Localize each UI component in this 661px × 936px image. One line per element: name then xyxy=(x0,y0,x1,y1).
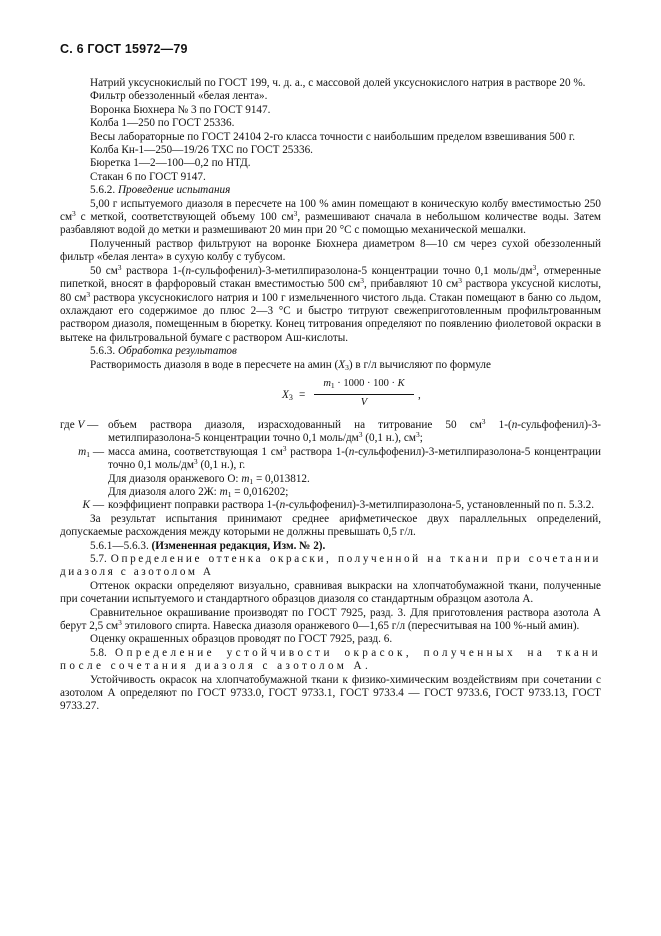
section-heading-5-8 xyxy=(60,647,601,674)
paragraph: Колба 1—250 по ГОСТ 25336. xyxy=(90,117,235,130)
fraction-bar xyxy=(314,394,414,395)
definition-K: K — коэффициент поправки раствора 1-(п-сульфофенил)-3-метилпиразолона-5, установленный по п. 5.3.2. xyxy=(82,499,595,512)
formula-lhs: $X_3$ xyxy=(282,388,293,402)
amendment-note: 5.6.1—5.6.3. (Измененная редакция, Изм. № 2). xyxy=(90,539,326,552)
paragraph: Фильтр обеззоленный «белая лента». xyxy=(90,90,268,103)
paragraph: 50 $см^3$ раствора 1-(п-сульфофенил)-3-метилпиразолона-5 концентрации точно 0,1 моль/$дм^3$, отмеренные пипеткой, вносят в фарфоровый стакан вместимостью 500 $см^3$, прибавляют 10 $см^3$ раствора уксусной кислоты, 80 $см^3$ раствора уксуснокислого натрия и 100 г измельченного чистого льда. Стакан помещают в баню со льдом, охлаждают его содержимое до плюс 2—3 °С и быстро титруют свежеприготовленным профильтрованным раствором диазоля, помещенным в бюретку. Конец титрования определяют по появлению фиолетовой окраски в вытеке на фильтровальной бумаге с раствором Аш-кислоты. xyxy=(60,262,602,344)
paragraph: Натрий уксуснокислый по ГОСТ 199, ч. д. а., с массовой долей уксуснокислого натрия в растворе 20 %. xyxy=(90,77,586,89)
paragraph: Весы лабораторные по ГОСТ 24104 2-го класса точности с наибольшим пределом взвешивания 500 г. xyxy=(90,130,576,143)
paragraph: За результат испытания принимают среднее арифметическое двух параллельных определений, допускаемые расхождения между которыми не должны превышать 0,5 г/л. xyxy=(60,512,601,539)
formula-equals: = xyxy=(299,388,306,401)
section-title: Обработка результатов xyxy=(117,345,237,358)
paragraph: Сравнительное окрашивание производят по ГОСТ 7925, разд. 3. Для приготовления раствора азотола А берут 2,5 $см^3$ этилового спирта. Навеска диазоля оранжевого 0—1,65 г/л (пересчитывая на 100 %-ный амин). xyxy=(60,606,601,633)
section-number: 5.6.3. xyxy=(90,345,116,358)
paragraph: Стакан 6 по ГОСТ 9147. xyxy=(90,170,206,183)
section-title: Определение оттенка окраски, полученной на ткани при сочетании диазоля с азотолом А xyxy=(60,553,602,579)
definition-scarlet: Для диазоля алого 2Ж: $m_1 = 0,016202$; xyxy=(108,485,289,499)
paragraph: Растворимость диазоля в воде в пересчете на амин $(X_3)$ в г/л вычисляют по формуле xyxy=(90,358,491,372)
definition-V: где V — объем раствора диазоля, израсходованный на титрование 50 $см^3$ 1-(п-сульфофенил)-3-метилпиразолона-5 концентрации точно 0,1 моль/$дм^3$ (0,1 н.), $см^3$; xyxy=(60,416,602,445)
definition-m1: $m_1$ — масса амина, соответствующая 1 $см^3$ раствора 1-(п-сульфофенил)-3-метилпиразолона-5 концентрации точно 0,1 моль/$дм^3$ (0,1 н.), г. xyxy=(78,443,601,472)
section-heading-5-6-2 xyxy=(60,184,601,197)
paragraph: Оттенок окраски определяют визуально, сравнивая выкраски на хлопчатобумажной ткани, полученные при сочетании испытуемого и стандартного образцов диазоля со стандартным образцом азотола А. xyxy=(60,579,601,606)
section-number: 5.8. xyxy=(90,646,107,659)
solubility-formula xyxy=(60,377,601,415)
formula-numerator: $m_1 \cdot 1000 \cdot 100 \cdot K$ xyxy=(323,377,405,390)
page-content xyxy=(60,77,601,714)
formula-comma: , xyxy=(418,388,421,401)
paragraph: Оценку окрашенных образцов проводят по ГОСТ 7925, разд. 6. xyxy=(90,633,393,646)
formula-denominator: V xyxy=(360,396,368,408)
paragraph: Полученный раствор фильтруют на воронке Бюхнера диаметром 8—10 см через сухой обеззоленный фильтр «белая лента» в сухую колбу с тубусом. xyxy=(60,237,601,264)
definition-orange: Для диазоля оранжевого О: $m_1 = 0,013812$. xyxy=(108,472,310,486)
section-heading-5-7 xyxy=(60,553,601,580)
paragraph: Колба Кн-1—250—19/26 ТХС по ГОСТ 25336. xyxy=(90,144,313,157)
paragraph: 5,00 г испытуемого диазоля в пересчете на 100 % амин помещают в коническую колбу вместимостью 250 $см^3$ с меткой, соответствующей объему 100 $см^3$, размешивают сначала в небольшом количестве воды. Затем разбавляют водой до метки и размешивают 20 мин при 20 °С с помощью механической мешалки. xyxy=(60,197,601,237)
section-heading-5-6-3 xyxy=(60,345,601,358)
section-title: Проведение испытания xyxy=(117,184,231,197)
section-title: Определение устойчивости окрасок, полученных на ткани после сочетания диазоля с азотолом А. xyxy=(60,646,602,673)
section-number: 5.7. xyxy=(90,553,107,565)
paragraph: Устойчивость окрасок на хлопчатобумажной ткани к физико-химическим воздействиям при сочетании с азотолом А определяют по ГОСТ 9733.0, ГОСТ 9733.1, ГОСТ 9733.4 — ГОСТ 9733.6, ГОСТ 9733.13, ГОСТ 9733.27. xyxy=(60,673,601,713)
section-number: 5.6.2. xyxy=(90,184,116,197)
paragraph: Воронка Бюхнера № 3 по ГОСТ 9147. xyxy=(90,103,271,116)
variable-definitions xyxy=(60,416,602,513)
paragraph: Бюретка 1—2—100—0,2 по НТД. xyxy=(90,157,251,170)
page-header: С. 6 ГОСТ 15972—79 xyxy=(60,42,188,56)
